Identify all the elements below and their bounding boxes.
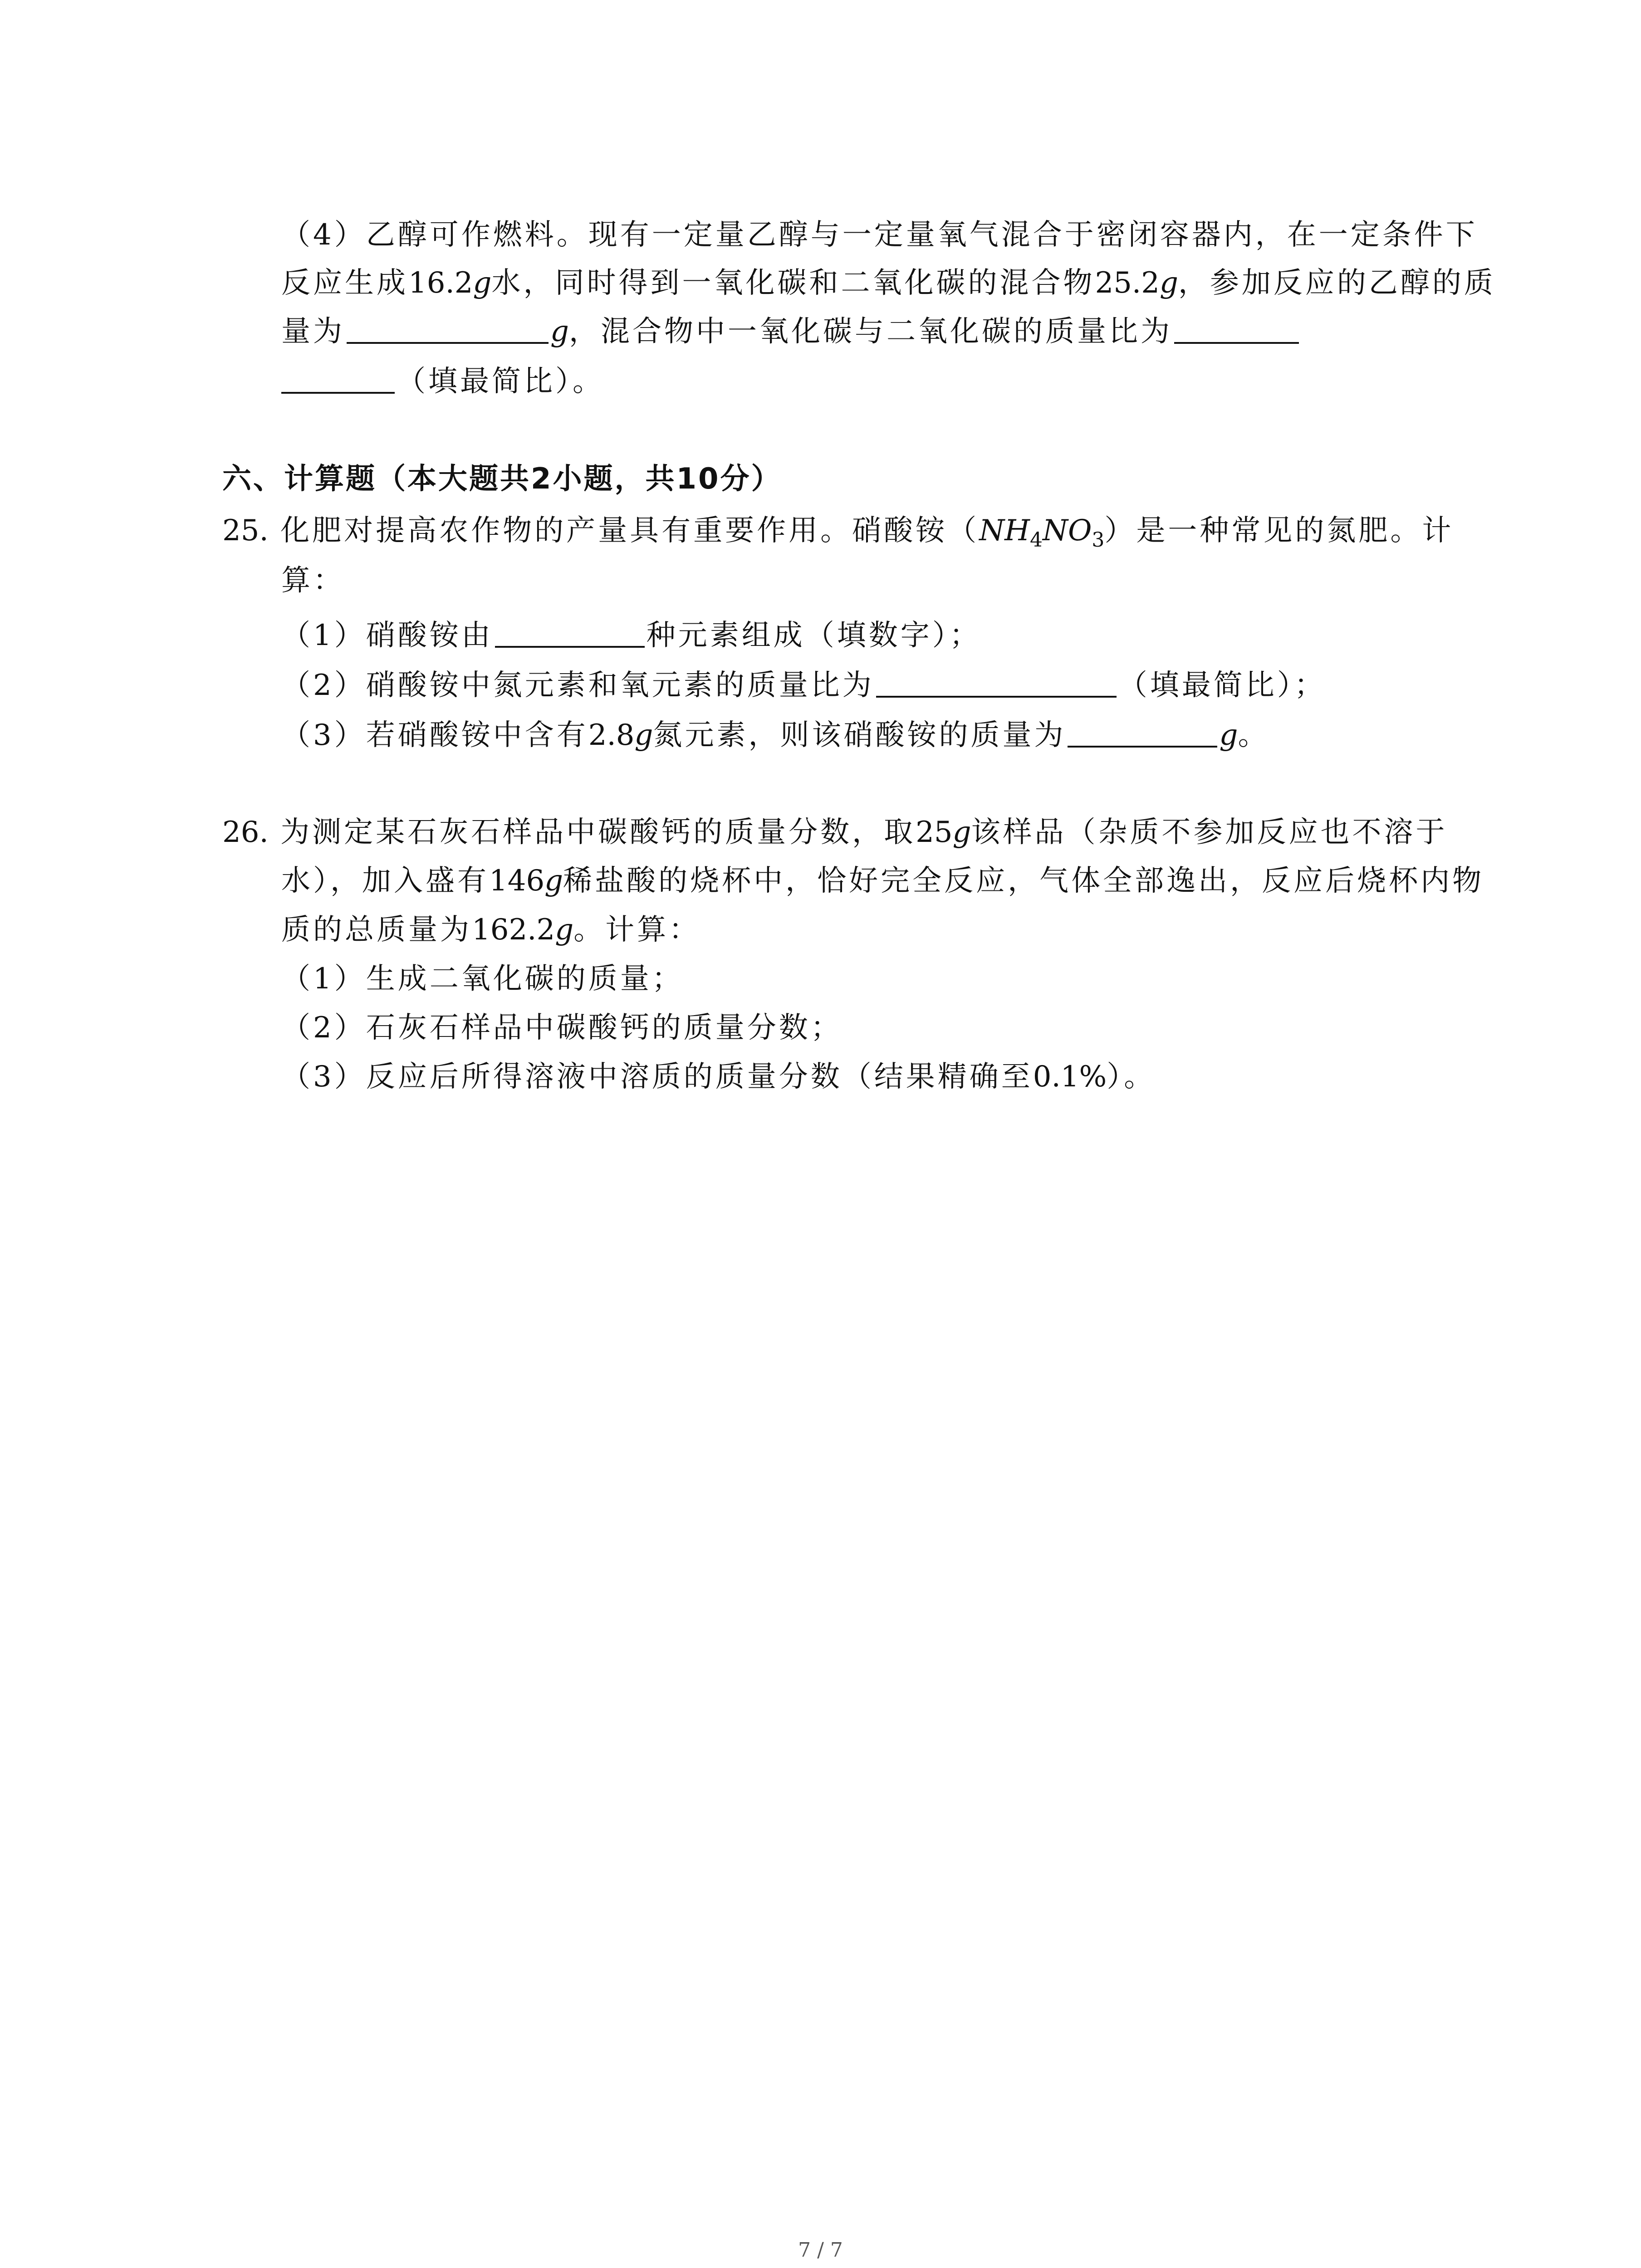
answer-blank-co-co2-ratio-cont[interactable] <box>281 363 395 394</box>
answer-blank-co-co2-ratio[interactable] <box>1174 313 1299 344</box>
q24-part4-line1: （4）乙醇可作燃料。现有一定量乙醇与一定量氧气混合于密闭容器内，在一定条件下 <box>281 218 1478 252</box>
q26-part2: （2）石灰石样品中碳酸钙的质量分数； <box>281 1011 843 1045</box>
q24-part4-line3: 量为 g，混合物中一氧化碳与二氧化碳的质量比为 <box>281 313 1301 350</box>
q26-part3: （3）反应后所得溶液中溶质的质量分数（结果精确至0.1%）。 <box>281 1060 1156 1094</box>
q24-part4-line2: 反应生成16.2g水，同时得到一氧化碳和二氧化碳的混合物25.2g，参加反应的乙醇的质 <box>281 266 1496 300</box>
q25-part1: （1）硝酸铵由 种元素组成（填数字）； <box>281 617 981 654</box>
answer-blank-ammonium-nitrate-mass[interactable] <box>1068 717 1217 748</box>
q25-part3: （3）若硝酸铵中含有2.8g氮元素，则该硝酸铵的质量为 g。 <box>281 717 1269 753</box>
answer-blank-ethanol-mass[interactable] <box>347 313 549 344</box>
q26-line1: 26. 为测定某石灰石样品中碳酸钙的质量分数，取25g该样品（杂质不参加反应也不溶于 <box>222 816 1448 849</box>
q25-line1: 25. 化肥对提高农作物的产量具有重要作用。硝酸铵$(NH_4NO_3)$是一种常见的氮肥。计 <box>222 514 1454 552</box>
section-heading: 六、计算题（本大题共2小题，共10分） <box>222 462 782 496</box>
question-number: 26. <box>222 816 269 849</box>
answer-blank-n-o-ratio[interactable] <box>876 667 1117 698</box>
q24-part4-line4: （填最简比）。 <box>281 363 604 400</box>
question-number: 25. <box>222 514 269 547</box>
page-number: 7 / 7 <box>798 2239 843 2262</box>
q26-line3: 质的总质量为162.2g。计算： <box>281 913 701 947</box>
q26-line2: 水），加入盛有146g稀盐酸的烧杯中，恰好完全反应，气体全部逸出，反应后烧杯内物 <box>281 864 1484 898</box>
q25-part2: （2）硝酸铵中氮元素和氧元素的质量比为 （填最简比）； <box>281 667 1326 704</box>
q25-line2: 算： <box>281 564 345 597</box>
answer-blank-element-count[interactable] <box>495 617 645 648</box>
q26-part1: （1）生成二氧化碳的质量； <box>281 962 684 996</box>
